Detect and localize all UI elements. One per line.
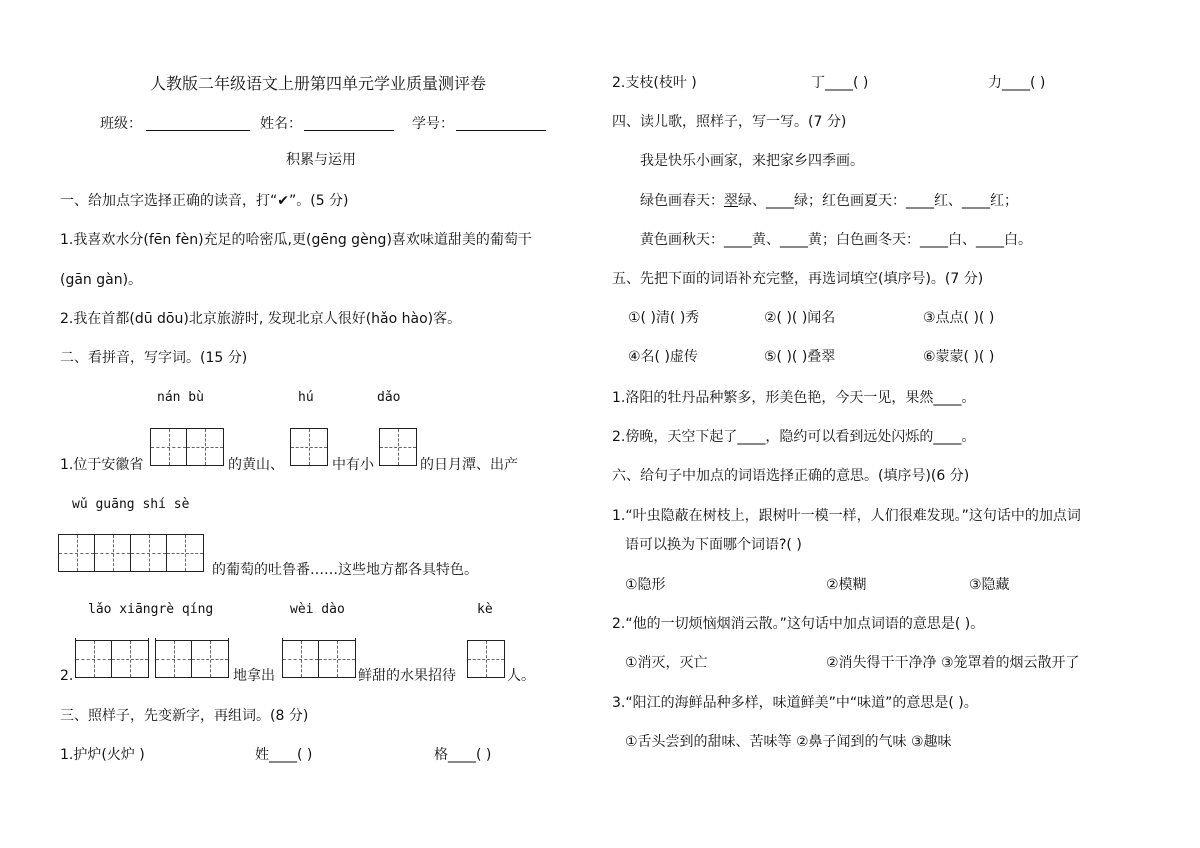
writing-grid-weidao[interactable]	[282, 640, 356, 678]
writing-grid-ke[interactable]	[467, 640, 505, 678]
q4-spring-summer-blanks[interactable]: 绿、____绿；红色画夏天：____红、____红；	[738, 193, 1018, 209]
q3-heading: 三、照样子，先变新字，再组词。(8 分)	[60, 708, 309, 724]
pinyin-weidao: wèi dào	[290, 602, 345, 617]
pinyin-dao: dǎo	[377, 390, 401, 405]
q2-s2-tail: 人。	[507, 668, 535, 684]
q3-item-xing[interactable]: 姓____( )	[255, 747, 313, 763]
pinyin-nanbu: nán bù	[157, 390, 204, 405]
q2-s1-mid1: 的黄山、	[228, 457, 284, 473]
q1-line1: 1.我喜欢水分(fēn fèn)充足的哈密瓜,更(gēng gèng)喜欢味道甜美的葡萄干	[60, 232, 532, 248]
q4-example-word: 翠	[724, 193, 738, 209]
q4-heading: 四、读儿歌，照样子，写一写。(7 分)	[612, 114, 847, 130]
q5-option-3[interactable]: ③点点( )( )	[923, 310, 995, 326]
q3-item-ge[interactable]: 格____( )	[434, 747, 492, 763]
q6-question-1-cont[interactable]: 语可以换为下面哪个词语?( )	[625, 537, 802, 553]
q6-heading: 六、给句子中加点的词语选择正确的意思。(填序号)(6 分)	[612, 468, 970, 484]
name-field[interactable]	[304, 116, 394, 131]
writing-grid-hu[interactable]	[290, 428, 328, 466]
q6-q1-option-1[interactable]: ①隐形	[625, 577, 666, 593]
q1-line1b: (gān gàn)。	[60, 272, 143, 288]
q4-poem-line: 我是快乐小画家，来把家乡四季画。	[640, 153, 864, 169]
writing-grid-laoxiang[interactable]	[75, 640, 149, 678]
q5-option-5[interactable]: ⑤( )( )叠翠	[764, 349, 836, 365]
q2-s1-mid3: 的日月潭、出产	[420, 457, 518, 473]
q4-autumn-winter-line[interactable]: 黄色画秋天：____黄、____黄；白色画冬天：____白、____白。	[640, 232, 1032, 248]
q3-example-2: 2.支枝(枝叶 )	[612, 75, 697, 91]
q6-question-3[interactable]: 3.“阳江的海鲜品种多样，味道鲜美”中“味道”的意思是( )。	[612, 695, 978, 711]
q6-q1-option-3[interactable]: ③隐藏	[969, 577, 1010, 593]
q2-s1-mid2: 中有小	[332, 457, 374, 473]
q5-sentence-2[interactable]: 2.傍晚，天空下起了____，隐约可以看到远处闪烁的____。	[612, 429, 976, 445]
q4-spring-summer-line	[640, 191, 1018, 211]
q2-s2-mid2: 鲜甜的水果招待	[358, 668, 456, 684]
q5-heading: 五、先把下面的词语补充完整，再选词填空(填序号)。(7 分)	[612, 271, 984, 287]
q6-q2-option-1[interactable]: ①消灭，灭亡	[625, 655, 708, 671]
pinyin-laoxiang-reqing: lǎo xiāngrè qíng	[88, 602, 214, 617]
q3-item-li[interactable]: 力____( )	[988, 75, 1046, 91]
q1-line2: 2.我在首都(dū dōu)北京旅游时, 发现北京人很好(hǎo hào)客。	[60, 311, 462, 327]
q2-heading: 二、看拼音，写字词。(15 分)	[60, 350, 248, 366]
q3-item-ding[interactable]: 丁____( )	[811, 75, 869, 91]
q2-s2-prefix: 2.	[60, 668, 74, 684]
q5-option-2[interactable]: ②( )( )闻名	[764, 310, 836, 326]
q3-example-1: 1.护炉(火炉 )	[60, 747, 145, 763]
writing-grid-wuguangshise[interactable]	[58, 534, 204, 572]
writing-grid-dao[interactable]	[379, 428, 417, 466]
writing-grid-nanbu[interactable]	[150, 428, 224, 466]
q2-s1-prefix: 1.位于安徽省	[60, 457, 144, 473]
class-label: 班级：	[100, 116, 142, 132]
name-label: 姓名：	[260, 116, 302, 132]
q4-spring-label: 绿色画春天：	[640, 193, 724, 209]
q6-question-2[interactable]: 2.“他的一切烦恼烟消云散。”这句话中加点词语的意思是( )。	[612, 616, 985, 632]
section-title: 积累与运用	[286, 152, 356, 168]
q1-heading: 一、给加点字选择正确的读音，打“✔”。(5 分)	[60, 193, 349, 209]
student-id-field[interactable]	[456, 116, 546, 131]
q6-q2-options-2-3[interactable]: ②消失得干干净净 ③笼罩着的烟云散开了	[826, 655, 1080, 671]
pinyin-hu: hú	[298, 390, 314, 405]
q5-option-6[interactable]: ⑥蒙蒙( )( )	[923, 349, 995, 365]
pinyin-wuguangshise: wǔ guāng shí sè	[72, 497, 190, 512]
q5-option-1[interactable]: ①( )清( )秀	[628, 310, 700, 326]
pinyin-ke: kè	[477, 602, 493, 617]
q5-option-4[interactable]: ④名( )虚传	[628, 349, 698, 365]
page-title: 人教版二年级语文上册第四单元学业质量测评卷	[150, 74, 487, 93]
q6-question-1: 1.“叶虫隐蔽在树枝上，跟树叶一模一样，人们很难发现。”这句话中的加点词	[612, 508, 1081, 524]
student-id-label: 学号：	[412, 116, 454, 132]
writing-grid-reqing[interactable]	[155, 640, 229, 678]
q2-s1-tail: 的葡萄的吐鲁番……这些地方都各具特色。	[212, 562, 478, 578]
q2-s2-mid1: 地拿出	[233, 668, 275, 684]
q6-q1-option-2[interactable]: ②模糊	[826, 577, 867, 593]
q5-sentence-1[interactable]: 1.洛阳的牡丹品种繁多，形美色艳，今天一见，果然____。	[612, 390, 976, 406]
q6-q3-options[interactable]: ①舌头尝到的甜味、苦味等 ②鼻子闻到的气味 ③趣味	[625, 734, 952, 750]
class-field[interactable]	[146, 116, 250, 131]
